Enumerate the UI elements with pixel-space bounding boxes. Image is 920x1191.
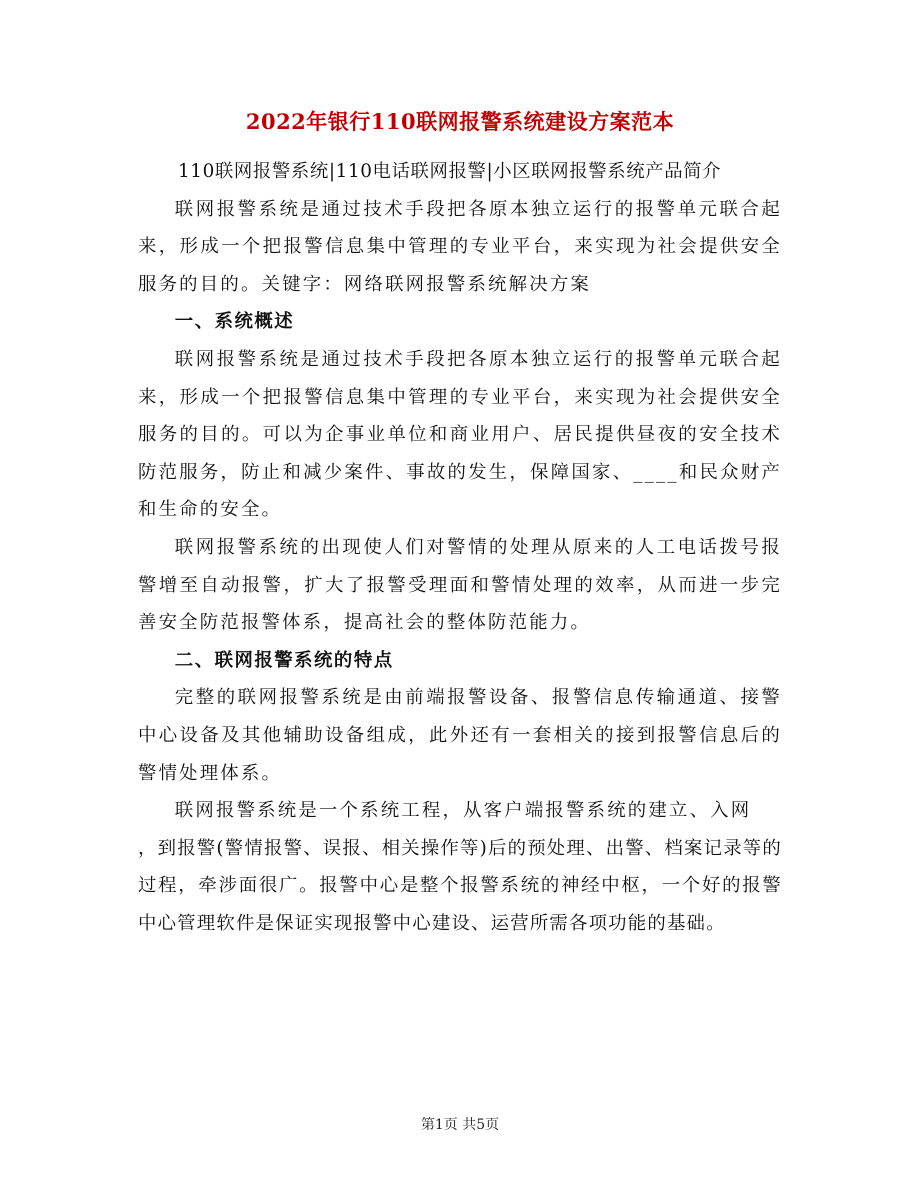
- features-paragraph-2-continued: ，到报警(警情报警、误报、相关操作等)后的预处理、出警、档案记录等的过程，牵涉面很广。报警中心是整个报警系统的神经中枢，一个好的报警中心管理软件是保证实现报警中心建设、运营所需各项功能的基础。: [138, 837, 782, 934]
- intro-paragraph: 联网报警系统是通过技术手段把各原本独立运行的报警单元联合起来，形成一个把报警信息集中管理的专业平台，来实现为社会提供安全服务的目的。关键字：网络联网报警系统解决方案: [138, 198, 782, 295]
- features-paragraph-2-line-1: 联网报警系统是一个系统工程，从客户端报警系统的建立、入网: [174, 800, 752, 822]
- document-title: 2022年银行110联网报警系统建设方案范本: [245, 109, 675, 134]
- document-subtitle: 110联网报警系统|110电话联网报警|小区联网报警系统产品简介: [178, 161, 722, 182]
- page-number: 第1页 共5页: [420, 1117, 500, 1133]
- features-paragraph-1: 完整的联网报警系统是由前端报警设备、报警信息传输通道、接警中心设备及其他辅助设备组成，此外还有一套相关的接到报警信息后的警情处理体系。: [138, 687, 782, 784]
- section-heading-overview: 一、系统概述: [174, 311, 295, 333]
- overview-paragraph-1: 联网报警系统是通过技术手段把各原本独立运行的报警单元联合起来，形成一个把报警信息集中管理的专业平台，来实现为社会提供安全服务的目的。可以为企事业单位和商业用户、居民提供昼夜的安全技术防范服务，防止和减少案件、事故的发生，保障国家、____和民众财产和生命的安全。: [138, 348, 782, 521]
- document-body: [138, 153, 782, 942]
- overview-paragraph-2: 联网报警系统的出现使人们对警情的处理从原来的人工电话拨号报警增至自动报警，扩大了报警受理面和警情处理的效率，从而进一步完善安全防范报警体系，提高社会的整体防范能力。: [138, 536, 782, 634]
- section-heading-features: 二、联网报警系统的特点: [174, 649, 394, 671]
